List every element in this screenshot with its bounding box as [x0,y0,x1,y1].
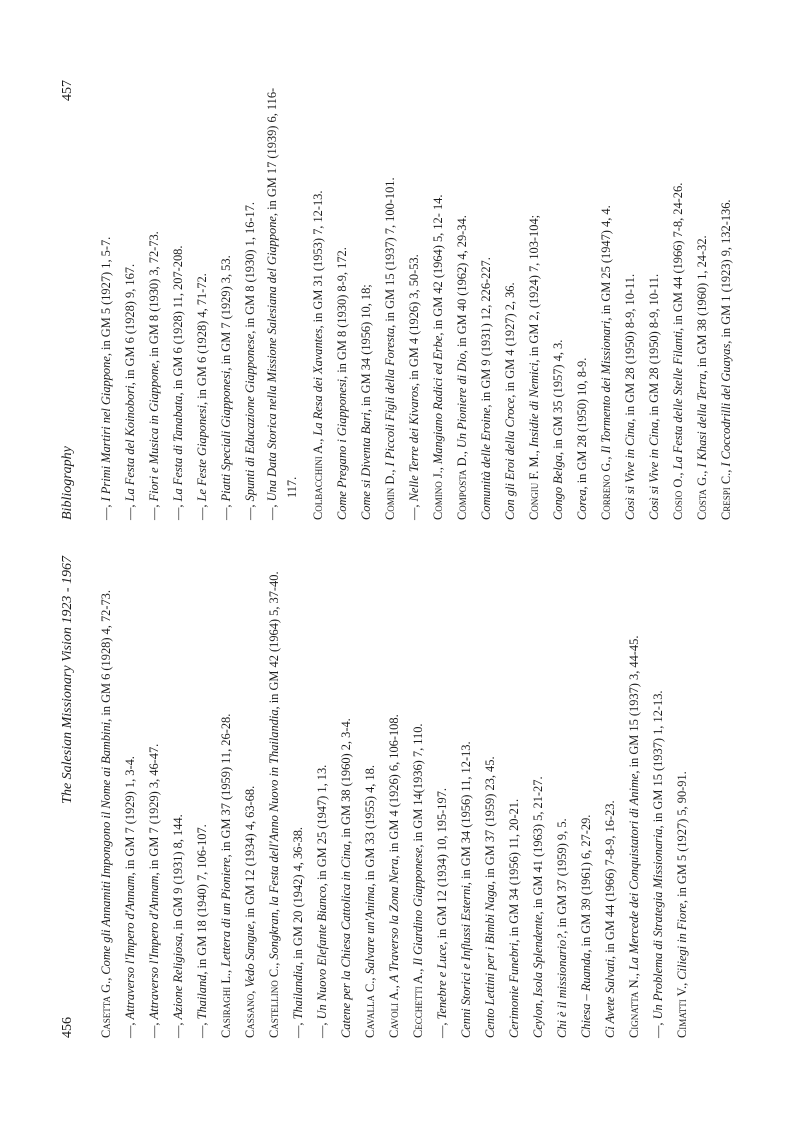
bibliography-entry [378,80,402,520]
bibliography-entry [570,80,594,520]
entry-reference: , in GM 5 (1927) 5, 90-91. [675,771,689,904]
bibliography-entry [118,80,142,520]
entry-author: Castellino [267,980,281,1038]
entry-title: Un Pioniere di Dio [455,353,469,449]
bibliography-entry [594,80,618,520]
entry-author: Cavalla [363,995,377,1038]
bibliography-entry [618,80,642,520]
bibliography-entry [406,556,430,1038]
entry-author-suffix: A., [411,965,425,987]
bibliography-entry [190,80,214,520]
entry-title: Thailandia [291,965,305,1020]
entry-title: Così si Vive in Cina [623,421,637,520]
entry-title: La Mercede dei Conquistatori di Anime [627,773,641,971]
entry-title: Cenni Storici e Influssi Esterni [459,885,473,1038]
entry-title: Ciliegi in Fiore [675,903,689,980]
entry-author: Cavoli [387,1002,401,1038]
entry-reference: , in GM 33 (1955) 4, 18. [363,765,377,887]
bibliography-entry [690,80,714,520]
entry-reference: , in GM 9 (1931) 8, 144. [171,814,185,936]
entry-reference: , in GM 7 (1929) 3, 53. [219,255,233,371]
entry-reference: , in GM 20 (1942) 4, 36-38. [291,827,305,966]
entry-author-suffix: V., [675,979,689,1000]
left-page-number: 456 [60,1017,75,1038]
entry-title: Comunità delle Eroine [479,407,493,520]
bibliography-entry [598,556,622,1038]
entry-title: Cento Lettini per i Bimbi Naga [483,884,497,1038]
entry-author-suffix: —, [265,501,279,520]
entry-title: Insidie di Nemici [527,362,541,448]
entry-author: Congiu [527,482,541,520]
entry-reference: , in GM 17 (1939) 6, 116-117. [265,87,299,498]
entry-reference: , in GM 6 (1928) 9, 167. [123,263,137,386]
entry-author-suffix: G., [695,467,709,489]
bibliography-entry [382,556,406,1038]
entry-reference: , in GM 6 (1928) 11, 207-208. [171,245,185,396]
entry-title: Ceylon, Isola Splendente [531,914,545,1038]
entry-title: Catene per la Chiesa Cattolica in Cina [339,843,353,1038]
entry-title: Mangiano Radici ed Erbe [431,335,445,465]
entry-title: Thailand [195,974,209,1020]
entry-title: Congo Belga [551,454,565,520]
entry-author-suffix: —, [147,1019,161,1038]
entry-author-suffix: —, [243,501,257,520]
entry-title: Come Pregano i Giapponesi [335,379,349,520]
entry-author-suffix: C., [363,974,377,996]
bibliography-entry [142,556,166,1038]
bibliography-entry [310,556,334,1038]
entry-title: Nelle Terre dei Kivaros [407,386,421,502]
bibliography-entry [142,80,166,520]
entry-title: Così si Vive in Cina [647,421,661,520]
entry-author: Casiraghi [219,986,233,1038]
entry-author-suffix: G., [99,974,113,996]
entry-title: Cerimonie Funebri [507,942,521,1038]
entry-reference: , in GM 40 (1962) 4, 29-34. [455,215,469,354]
entry-reference: , in GM 15 (1937) 3, 44-45. [627,635,641,774]
bibliography-entry [402,80,426,520]
bibliography-entry [478,556,502,1038]
entry-author-suffix: —, [291,1019,305,1038]
entry-title: Chi è il missionario? [555,933,569,1038]
entry-title: Tenebre e Luce [435,944,449,1020]
entry-title: Un Nuovo Elefante Bianco [315,886,329,1020]
entry-author: Comino [431,481,445,520]
entry-title: Attraverso l'Impero d'Annam [147,875,161,1020]
bibliography-entry [642,80,666,520]
bibliography-entry [214,80,238,520]
bibliography-entry [330,80,354,520]
bibliography-entry [546,80,570,520]
entry-title: Il Giardino Giapponese [411,847,425,966]
entry-author-suffix: , [243,987,257,994]
entry-title: La Festa delle Stelle Filanti [671,331,685,470]
bibliography-entry [670,556,694,1038]
entry-author-suffix: G., [599,453,613,475]
entry-reference: , in GM 37 (1959) 23, 45. [483,756,497,885]
entry-reference: , in GM 25 (1947) 4, 4. [599,205,613,321]
entry-reference: , in GM 42 (1964) 5, 37-40. [267,571,281,710]
entry-reference: , in GM 6 (1928) 4, 72-73. [99,590,113,722]
bibliography-entry [94,556,118,1038]
entry-title: I Primi Martiri nel Giappone [99,356,113,502]
entry-title: Corea [575,489,589,520]
bibliography-entry [334,556,358,1038]
entry-author-suffix: C., [719,466,733,488]
entry-reference: , in GM 9 (1931) 12, 226-227. [479,257,493,408]
entry-author-suffix: —, [315,1019,329,1038]
entry-reference: , in GM 39 (1961) 6, 27-29. [579,814,593,953]
entry-reference: , in GM 41 (1963) 5, 21-27. [531,776,545,915]
left-page [0,556,793,1038]
entry-author: Colbacchini [311,456,325,520]
entry-reference: , in GM 8 (1930) 1, 16-17. [243,201,257,334]
entry-author-suffix: —, [407,501,421,520]
entry-reference: , in GM 8 (1930) 8-9, 172. [335,247,349,379]
left-page-header [60,556,80,1038]
entry-reference: , in GM 5 (1927) 1, 5-7. [99,236,113,357]
entry-reference: , in GM 2, (1924) 7, 103-104; [527,214,541,363]
bibliography-entry [94,80,118,520]
entry-title: Attraverso l'Impero d'Annam [123,875,137,1020]
bibliography-entry [622,556,646,1038]
entry-reference: , in GM 7 (1929) 1, 3-4. [123,756,137,876]
entry-reference: , in GM 34 (1956) 11, 20-21. [507,798,521,943]
entry-title: Fiori e Musica in Giappone [147,363,161,502]
entry-reference: , in GM 44 (1966) 7-8-9, 16-23. [603,800,617,960]
entry-title: I Piccoli Figli della Foresta [383,327,397,467]
entry-title: Con gli Eroi della Croce [503,397,517,520]
entry-author-suffix: J., [431,464,445,482]
entry-author-suffix: A., [311,435,325,457]
left-bibliography-list [94,556,694,1038]
entry-reference: , in GM 7 (1929) 3, 46-47. [147,743,161,876]
bibliography-entry [574,556,598,1038]
bibliography-entry [166,80,190,520]
bibliography-entry [238,80,262,520]
entry-author: Cimatti [675,999,689,1038]
right-page-header [60,80,80,520]
entry-reference: , in GM 12 (1934) 10, 195-197. [435,788,449,945]
bibliography-entry [214,556,238,1038]
entry-title: Un Problema di Strategia Missionaria [651,828,665,1020]
entry-author-suffix: —, [435,1019,449,1038]
entry-reference: , in GM 4 (1926) 3, 50-53. [407,254,421,387]
bibliography-entry [166,556,190,1038]
entry-author-suffix: N., [627,970,641,992]
entry-reference: , in GM 28 (1950) 8-9, 10-11. [623,273,637,422]
bibliography-entry [262,556,286,1038]
entry-author-suffix: D., [383,466,397,488]
entry-title: La Festa del Koinobori [123,385,137,502]
bibliography-entry [522,80,546,520]
entry-author: Comin [383,487,397,520]
bibliography-entry [474,80,498,520]
right-running-title: Bibliography [60,446,75,520]
entry-author: Cignatta [627,991,641,1038]
right-page [0,80,793,520]
left-running-title: The Salesian Missionary Vision 1923 - 1967 [60,556,75,804]
entry-reference: , in GM 38 (1960) 2, 3-4. [339,718,353,844]
entry-author: Crespi [719,487,733,520]
entry-author-suffix: D., [455,448,469,470]
entry-title: Piatti Speciali Giapponesi [219,370,233,502]
entry-reference: , in GM 37 (1959) 11, 26-28. [219,713,233,858]
entry-title: Lettera di un Pioniere [219,857,233,967]
entry-reference: , in GM 12 (1934) 4, 63-68. [243,785,257,924]
entry-author: Cosio [671,490,685,520]
entry-reference: , in GM 4 (1926) 6, 106-108. [387,714,401,859]
entry-title: Una Data Storica nella Missione Salesiana del Giappone [265,216,279,502]
entry-reference: , in GM 37 (1959) 9, 5. [555,818,569,934]
entry-title: A Traverso la Zona Nera [387,858,401,983]
entry-title: Come si Diventa Bari [359,412,373,520]
right-page-number: 457 [60,80,75,101]
entry-author-suffix: —, [123,1019,137,1038]
entry-title: I Khasi della Terra [695,373,709,468]
bibliography-entry [238,556,262,1038]
bibliography-entry [714,80,738,520]
bibliography-entry [286,556,310,1038]
entry-reference: , in GM 34 (1956) 11, 12-13. [459,741,473,886]
entry-reference: , in GM 8 (1930) 3, 72-73. [147,231,161,364]
bibliography-entry [526,556,550,1038]
entry-reference: , in GM 28 (1950) 10, 8-9. [575,357,589,490]
entry-title: La Resa dei Xavantes [311,328,325,436]
bibliography-entry [450,80,474,520]
entry-author: Cecchetti [411,986,425,1038]
entry-title: Il Tormento dei Missionari [599,320,613,454]
bibliography-entry [426,80,450,520]
bibliography-entry [498,80,522,520]
entry-author: Costa [695,488,709,520]
entry-reference: , in GM 31 (1953) 7, 12-13. [311,190,325,329]
right-bibliography-list [94,80,738,520]
entry-author-suffix: —, [219,501,233,520]
entry-author: Casetta [99,995,113,1038]
bibliography-entry [502,556,526,1038]
entry-reference: , in GM 15 (1937) 7, 100-101. [383,177,397,328]
bibliography-entry [354,80,378,520]
entry-title: Songkran, la Festa dell'Anno Nuovo in Thailandia [267,709,281,960]
entry-author-suffix: —, [651,1019,665,1038]
bibliography-entry [550,556,574,1038]
entry-author-suffix: A., [387,982,401,1003]
entry-title: Spunti di Educazione Giapponese [243,333,257,502]
entry-author-suffix: —, [99,501,113,520]
entry-reference: , in GM 18 (1940) 7, 106-107. [195,824,209,975]
entry-author: Cassano [243,993,257,1038]
entry-title: Come gli Annamiti Impongono il Nome ai Bambini [99,721,113,975]
entry-author-suffix: F. M., [527,447,541,483]
entry-author-suffix: —, [195,1019,209,1038]
entry-title: I Coccodrilli del Guayas [719,343,733,467]
entry-reference: , in GM 14(1936) 7, 110. [411,723,425,848]
entry-author: Composta [455,469,469,520]
entry-author-suffix: —, [171,501,185,520]
entry-author-suffix: —, [195,501,209,520]
entry-title: Salvare un'Anima [363,886,377,975]
entry-reference: , in GM 42 (1964) 5, 12- 14. [431,194,445,336]
entry-author-suffix: —, [147,501,161,520]
bibliography-entry [262,80,302,520]
entry-title: Ci Avete Salvati [603,959,617,1038]
entry-author-suffix: L., [219,966,233,987]
entry-title: La Festa di Tanabata [171,395,185,502]
bibliography-entry [430,556,454,1038]
bibliography-entry [666,80,690,520]
bibliography-entry [306,80,330,520]
bibliography-entry [118,556,142,1038]
entry-title: Le Feste Giaponesi [195,405,209,502]
entry-reference: , in GM 28 (1950) 8-9, 10-11. [647,273,661,422]
bibliography-entry [190,556,214,1038]
entry-reference: , in GM 34 (1956) 10, 18; [359,284,373,413]
entry-title: Vedo Sangue [243,923,257,988]
entry-author-suffix: O., [671,469,685,491]
entry-reference: , in GM 35 (1957) 4, 3. [551,339,565,455]
entry-author: Correno [599,474,613,520]
entry-reference: , in GM 1 (1923) 9, 132-136. [719,199,733,344]
bibliography-entry [454,556,478,1038]
entry-title: Chiesa – Ruanda [579,952,593,1038]
entry-reference: , in GM 6 (1928) 4, 71-72. [195,273,209,406]
entry-reference: , in GM 44 (1966) 7-8, 24-26. [671,182,685,332]
entry-title: Azione Religiosa [171,935,185,1020]
entry-reference: , in GM 25 (1947) 1, 13. [315,764,329,887]
entry-author-suffix: C., [267,959,281,981]
entry-author-suffix: —, [171,1019,185,1038]
bibliography-entry [646,556,670,1038]
entry-reference: , in GM 38 (1960) 1, 24-32. [695,235,709,374]
bibliography-entry [358,556,382,1038]
entry-reference: , in GM 15 (1937) 1, 12-13. [651,690,665,829]
entry-reference: , in GM 4 (1927) 2, 36. [503,282,517,398]
entry-author-suffix: —, [123,501,137,520]
